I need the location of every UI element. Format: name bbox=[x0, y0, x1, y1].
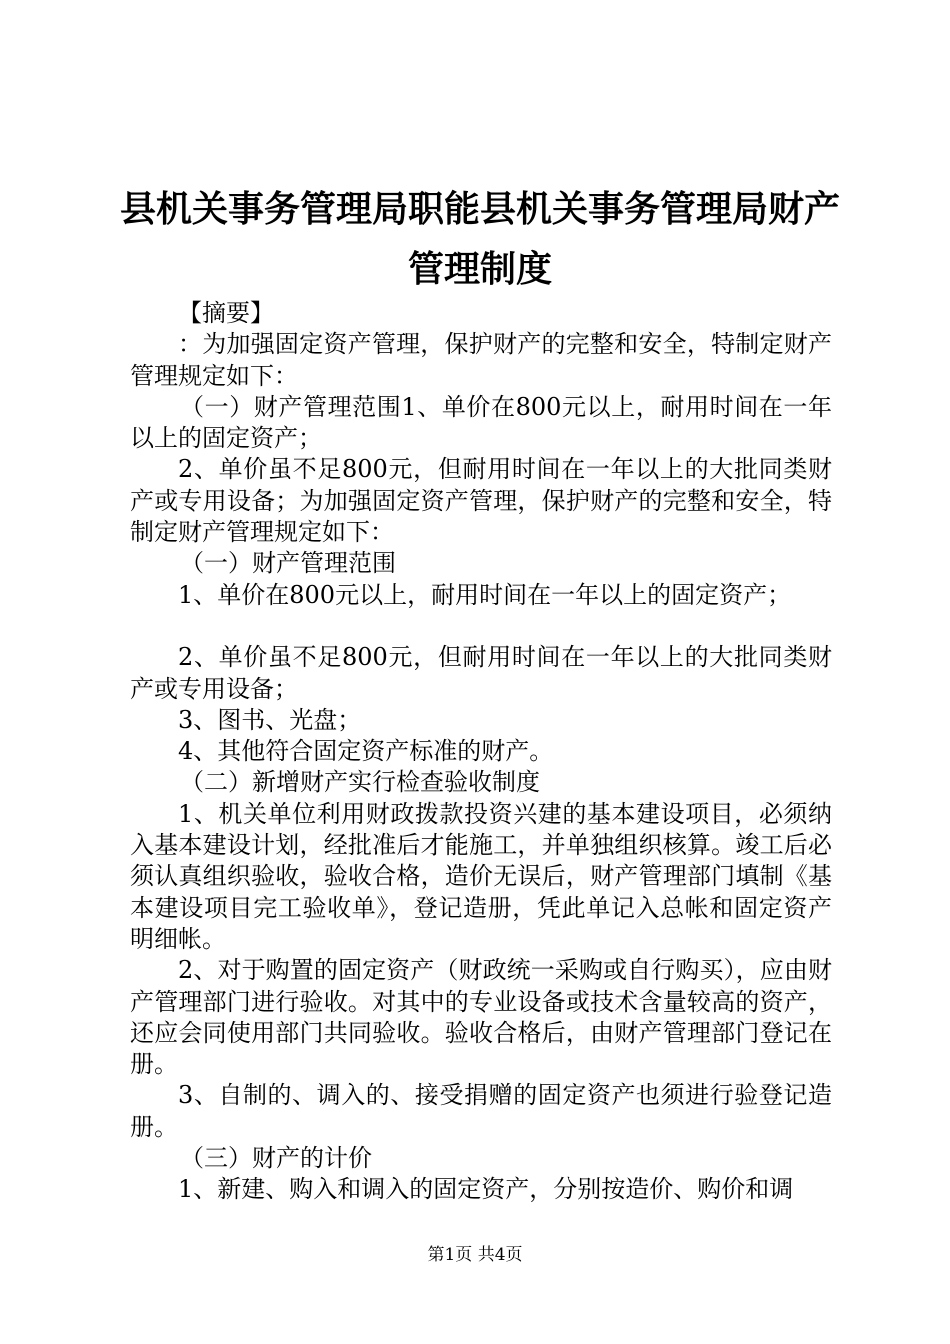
paragraph-intro: ：为加强固定资产管理，保护财产的完整和安全，特制定财产管理规定如下： bbox=[130, 330, 832, 390]
paragraph-scope-item-4: 4、其他符合固定资产标准的财产。 bbox=[178, 737, 554, 766]
section-heading-2: （二）新增财产实行检查验收制度 bbox=[180, 768, 540, 797]
paragraph-acceptance-item-3: 3、自制的、调入的、接受捐赠的固定资产也须进行验登记造册。 bbox=[130, 1081, 832, 1141]
paragraph-scope-item-1: 1、单价在800元以上，耐用时间在一年以上的固定资产； bbox=[178, 580, 792, 609]
section-heading-1: （一）财产管理范围 bbox=[180, 549, 396, 578]
paragraph-scope-summary: （一）财产管理范围1、单价在800元以上，耐用时间在一年以上的固定资产； bbox=[130, 392, 832, 453]
paragraph-scope-item-3: 3、图书、光盘； bbox=[178, 705, 362, 734]
document-title-line-1: 县机关事务管理局职能县机关事务管理局财产 bbox=[119, 189, 840, 230]
abstract-label: 【摘要】 bbox=[178, 299, 274, 327]
paragraph-gap bbox=[130, 611, 832, 642]
paragraph-scope-item-2: 2、单价虽不足800元，但耐用时间在一年以上的大批同类财产或专用设备； bbox=[130, 643, 832, 703]
paragraph-acceptance-item-1: 1、机关单位利用财政拨款投资兴建的基本建设项目，必须纳入基本建设计划，经批准后才能施工，并单独组织核算。竣工后必须认真组织验收，验收合格，造价无误后，财产管理部门填制《基本建设项目完工验收单》，登记造册，凭此单记入总帐和固定资产明细帐。 bbox=[130, 799, 832, 953]
paragraph-acceptance-item-2: 2、对于购置的固定资产（财政统一采购或自行购买），应由财产管理部门进行验收。对其中的专业设备或技术含量较高的资产，还应会同使用部门共同验收。验收合格后，由财产管理部门登记在册。 bbox=[130, 956, 832, 1079]
document-body bbox=[130, 298, 832, 1206]
page-number-footer: 第1页 共4页 bbox=[427, 1245, 523, 1265]
section-heading-3: （三）财产的计价 bbox=[180, 1144, 372, 1173]
document-title-line-2: 管理制度 bbox=[407, 249, 552, 290]
paragraph-item-2-summary: 2、单价虽不足800元，但耐用时间在一年以上的大批同类财产或专用设备；为加强固定资产管理，保护财产的完整和安全，特制定财产管理规定如下： bbox=[130, 455, 832, 547]
paragraph-valuation-item-1: 1、新建、购入和调入的固定资产，分别按造价、购价和调 bbox=[178, 1175, 794, 1204]
